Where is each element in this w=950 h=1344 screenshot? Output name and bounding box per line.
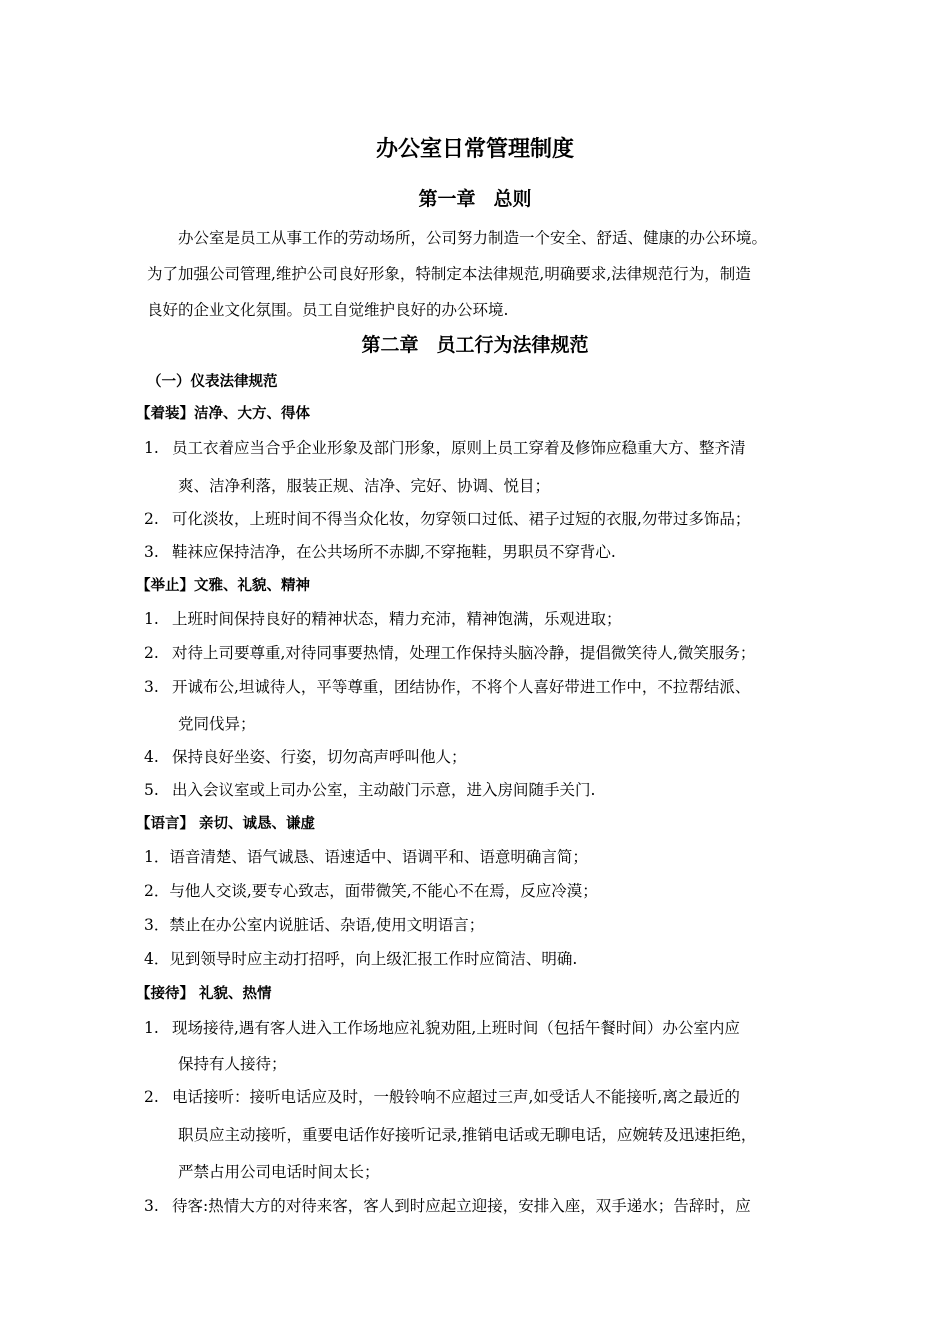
section-1-heading: （一）仪表法律规范 (147, 374, 278, 390)
list-item: 3. 鞋袜应保持洁净，在公共场所不赤脚,不穿拖鞋，男职员不穿背心. (144, 543, 616, 561)
chapter-2-heading (0, 332, 950, 358)
ch1-line-1: 办公室是员工从事工作的劳动场所，公司努力制造一个安全、舒适、健康的办公环境。 (178, 229, 768, 247)
list-item: 2. 对待上司要尊重,对待同事要热情，处理工作保持头脑冷静，提倡微笑待人,微笑服务； (144, 644, 756, 662)
list-item: 1. 上班时间保持良好的精神状态，精力充沛，精神饱满，乐观进取； (144, 610, 622, 628)
chapter-1-number: 第一章 (418, 188, 476, 210)
chapter-1-title: 总则 (493, 188, 532, 210)
zhuozhuang-heading: 【着装】洁净、大方、得体 (136, 406, 310, 422)
ch1-line-3: 良好的企业文化氛围。员工自觉维护良好的办公环境. (147, 301, 509, 319)
list-item: 2. 电话接听：接听电话应及时，一般铃响不应超过三声,如受话人不能接听,离之最近的 (144, 1088, 740, 1106)
list-item: 3．禁止在办公室内说脏话、杂语,使用文明语言； (144, 916, 485, 934)
document-title: 办公室日常管理制度 (375, 137, 574, 162)
list-item-cont: 严禁占用公司电话时间太长； (178, 1163, 380, 1181)
list-item-cont: 保持有人接待； (178, 1055, 287, 1073)
list-item: 5. 出入会议室或上司办公室，主动敲门示意，进入房间随手关门. (144, 781, 596, 799)
list-item: 1．语音清楚、语气诚恳、语速适中、语调平和、语意明确言简； (144, 848, 588, 866)
list-item-cont: 职员应主动接听，重要电话作好接听记录,推销电话或无聊电话，应婉转及迅速拒绝， (178, 1126, 757, 1144)
chapter-1-heading (0, 186, 950, 212)
ch1-line-2: 为了加强公司管理,维护公司良好形象，特制定本法律规范,明确要求,法律规范行为，制造 (147, 265, 751, 283)
list-item: 1. 现场接待,遇有客人进入工作场地应礼貌劝阻,上班时间（包括午餐时间）办公室内应 (144, 1019, 740, 1037)
yuyan-heading: 【语言】 亲切、诚恳、谦虚 (136, 816, 316, 832)
list-item: 1. 员工衣着应当合乎企业形象及部门形象，原则上员工穿着及修饰应稳重大方、整齐清 (144, 439, 746, 457)
chapter-2-title: 员工行为法律规范 (436, 334, 589, 356)
juzhi-heading: 【举止】文雅、礼貌、精神 (136, 578, 310, 594)
list-item: 4．见到领导时应主动打招呼，向上级汇报工作时应简洁、明确. (144, 950, 578, 968)
list-item: 3. 开诚布公,坦诚待人，平等尊重，团结协作，不将个人喜好带进工作中，不拉帮结派、 (144, 678, 751, 696)
list-item: 3. 待客:热情大方的对待来客，客人到时应起立迎接，安排入座，双手递水；告辞时，应 (144, 1197, 751, 1215)
jiedai-heading: 【接待】 礼貌、热情 (136, 986, 272, 1002)
list-item: 2. 可化淡妆，上班时间不得当众化妆，勿穿领口过低、裙子过短的衣服,勿带过多饰品； (144, 510, 751, 528)
list-item: 2．与他人交谈,要专心致志，面带微笑,不能心不在焉，反应冷漠； (144, 882, 598, 900)
list-item: 4. 保持良好坐姿、行姿，切勿高声呼叫他人； (144, 748, 467, 766)
list-item-cont: 党同伐异； (178, 715, 256, 733)
chapter-2-number: 第二章 (361, 334, 419, 356)
list-item-cont: 爽、洁净利落，服装正规、洁净、完好、协调、悦目； (178, 477, 551, 495)
